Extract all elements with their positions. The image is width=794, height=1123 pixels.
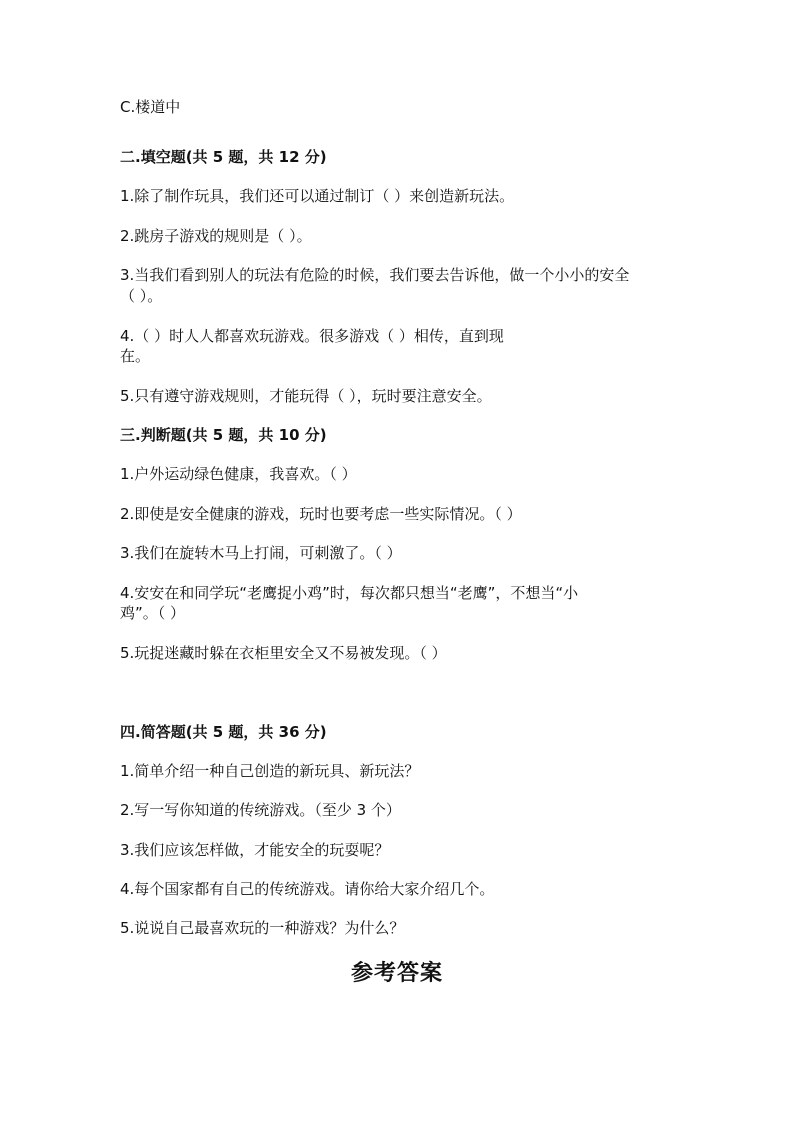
- judge-question-4-line-1: 4.安安在和同学玩“老鹰捉小鸡”时，每次都只想当“老鹰”，不想当“小: [120, 584, 579, 602]
- section-fill-in-blank-heading: 二.填空题(共 5 题，共 12 分): [120, 148, 327, 166]
- answer-key-title: 参考答案: [350, 960, 443, 986]
- judge-question-4-line-2: 鸡”。（ ）: [120, 604, 186, 622]
- fill-question-2: 2.跳房子游戏的规则是（ ）。: [120, 227, 312, 245]
- fill-question-3-line-1: 3.当我们看到别人的玩法有危险的时候，我们要去告诉他，做一个小小的安全: [120, 266, 630, 284]
- short-answer-question-5: 5.说说自己最喜欢玩的一种游戏？为什么？: [120, 919, 405, 937]
- judge-question-2: 2.即使是安全健康的游戏，玩时也要考虑一些实际情况。（ ）: [120, 505, 522, 523]
- short-answer-question-4: 4.每个国家都有自己的传统游戏。请你给大家介绍几个。: [120, 880, 495, 898]
- previous-question-option-c: C.楼道中: [120, 98, 181, 116]
- judge-question-3: 3.我们在旋转木马上打闹，可刺激了。（ ）: [120, 544, 402, 562]
- fill-question-5: 5.只有遵守游戏规则，才能玩得（ ），玩时要注意安全。: [120, 387, 492, 405]
- fill-question-4-line-1: 4.（ ）时人人都喜欢玩游戏。很多游戏（ ）相传，直到现: [120, 327, 504, 345]
- short-answer-question-1: 1.简单介绍一种自己创造的新玩具、新玩法？: [120, 762, 420, 780]
- section-short-answer-heading: 四.简答题(共 5 题，共 36 分): [120, 723, 327, 741]
- judge-question-1: 1.户外运动绿色健康，我喜欢。（ ）: [120, 465, 357, 483]
- judge-question-5: 5.玩捉迷藏时躲在衣柜里安全又不易被发现。（ ）: [120, 644, 447, 662]
- fill-question-1: 1.除了制作玩具，我们还可以通过制订（ ）来创造新玩法。: [120, 187, 515, 205]
- section-true-false-heading: 三.判断题(共 5 题，共 10 分): [120, 426, 327, 444]
- short-answer-question-3: 3.我们应该怎样做，才能安全的玩耍呢？: [120, 841, 390, 859]
- fill-question-3-line-2: （ ）。: [120, 287, 163, 305]
- fill-question-4-line-2: 在。: [120, 347, 151, 365]
- short-answer-question-2: 2.写一写你知道的传统游戏。（至少 3 个）: [120, 801, 401, 819]
